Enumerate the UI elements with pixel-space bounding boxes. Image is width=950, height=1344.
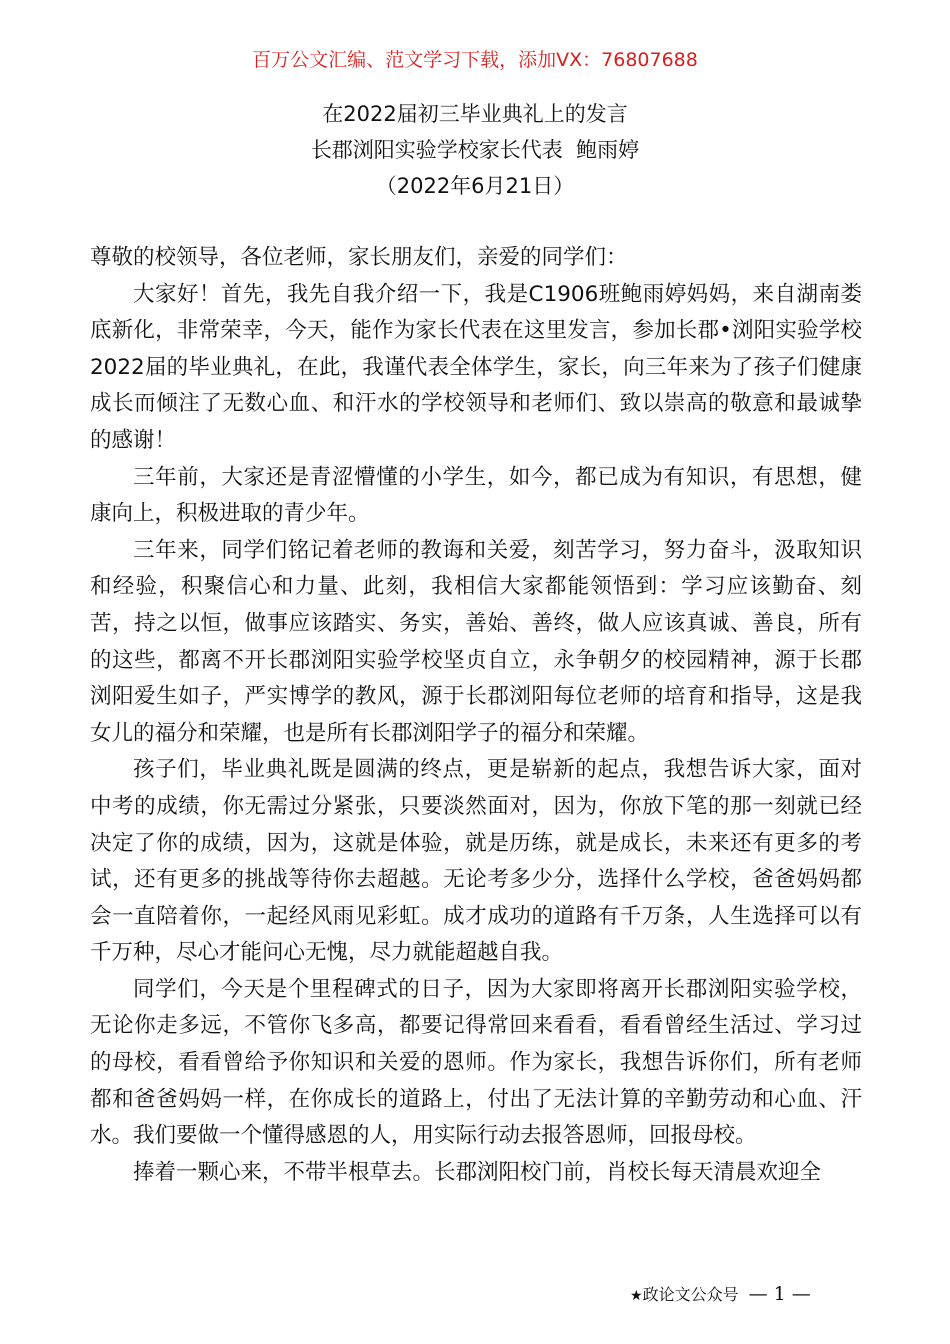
speech-body [90, 240, 862, 1191]
speaker-line: 长郡浏阳实验学校家长代表 鲍雨婷 [310, 138, 640, 162]
header-banner: 百万公文汇编、范文学习下载，添加VX：76807688 [252, 49, 698, 71]
footer-source: 政论文公众号 [642, 1285, 739, 1304]
page-number: — 1 — [748, 1283, 811, 1305]
paragraph: 同学们，今天是个里程碑式的日子，因为大家即将离开长郡浏阳实验学校，无论你走多远，不管你飞多高，都要记得常回来看看，看看曾经生活过、学习过的母校，看看曾给予你知识和关爱的恩师。作为家长，我想告诉你们，所有老师都和爸爸妈妈一样，在你成长的道路上，付出了无法计算的辛勤劳动和心血、汗水。我们要做一个懂得感恩的人，用实际行动去报答恩师，回报母校。 [90, 976, 862, 1149]
star-icon: ★ [630, 1288, 643, 1304]
speech-title: 在2022届初三毕业典礼上的发言 [322, 102, 628, 126]
paragraph: 大家好！首先，我先自我介绍一下，我是C1906班鲍雨婷妈妈，来自湖南娄底新化，非常荣幸，今天，能作为家长代表在这里发言，参加长郡•浏阳实验学校2022届的毕业典礼，在此，我谨代表全体学生，家长，向三年来为了孩子们健康成长而倾注了无数心血、和汗水的学校领导和老师们、致以崇高的敬意和最诚挚的感谢！ [90, 281, 862, 453]
paragraph: 孩子们，毕业典礼既是圆满的终点，更是崭新的起点，我想告诉大家，面对中考的成绩，你无需过分紧张，只要淡然面对，因为，你放下笔的那一刻就已经决定了你的成绩，因为，这就是体验，就是历练，就是成长，未来还有更多的考试，还有更多的挑战等待你去超越。无论考多少分，选择什么学校，爸爸妈妈都会一直陪着你，一起经风雨见彩虹。成才成功的道路有千万条，人生选择可以有千万种，尽心才能问心无愧，尽力就能超越自我。 [90, 757, 862, 966]
paragraph: 三年来，同学们铭记着老师的教诲和关爱，刻苦学习，努力奋斗，汲取知识和经验，积聚信心和力量、此刻，我相信大家都能领悟到：学习应该勤奋、刻苦，持之以恒，做事应该踏实、务实，善始、善终，做人应该真诚、善良，所有的这些，都离不开长郡浏阳实验学校坚贞自立，永争朝夕的校园精神，源于长郡浏阳爱生如子，严实博学的教风，源于长郡浏阳每位老师的培育和指导，这是我女儿的福分和荣耀，也是所有长郡浏阳学子的福分和荣耀。 [90, 537, 862, 746]
speech-date: （2022年6月21日） [375, 174, 575, 198]
paragraph: 三年前，大家还是青涩懵懂的小学生，如今，都已成为有知识，有思想，健康向上，积极进取的青少年。 [90, 464, 862, 527]
paragraph: 捧着一颗心来，不带半根草去。长郡浏阳校门前，肖校长每天清晨欢迎全 [133, 1159, 822, 1185]
page-footer [630, 1282, 880, 1308]
salutation: 尊敬的校领导，各位老师，家长朋友们，亲爱的同学们： [90, 245, 628, 270]
speech-title-block [0, 96, 950, 204]
